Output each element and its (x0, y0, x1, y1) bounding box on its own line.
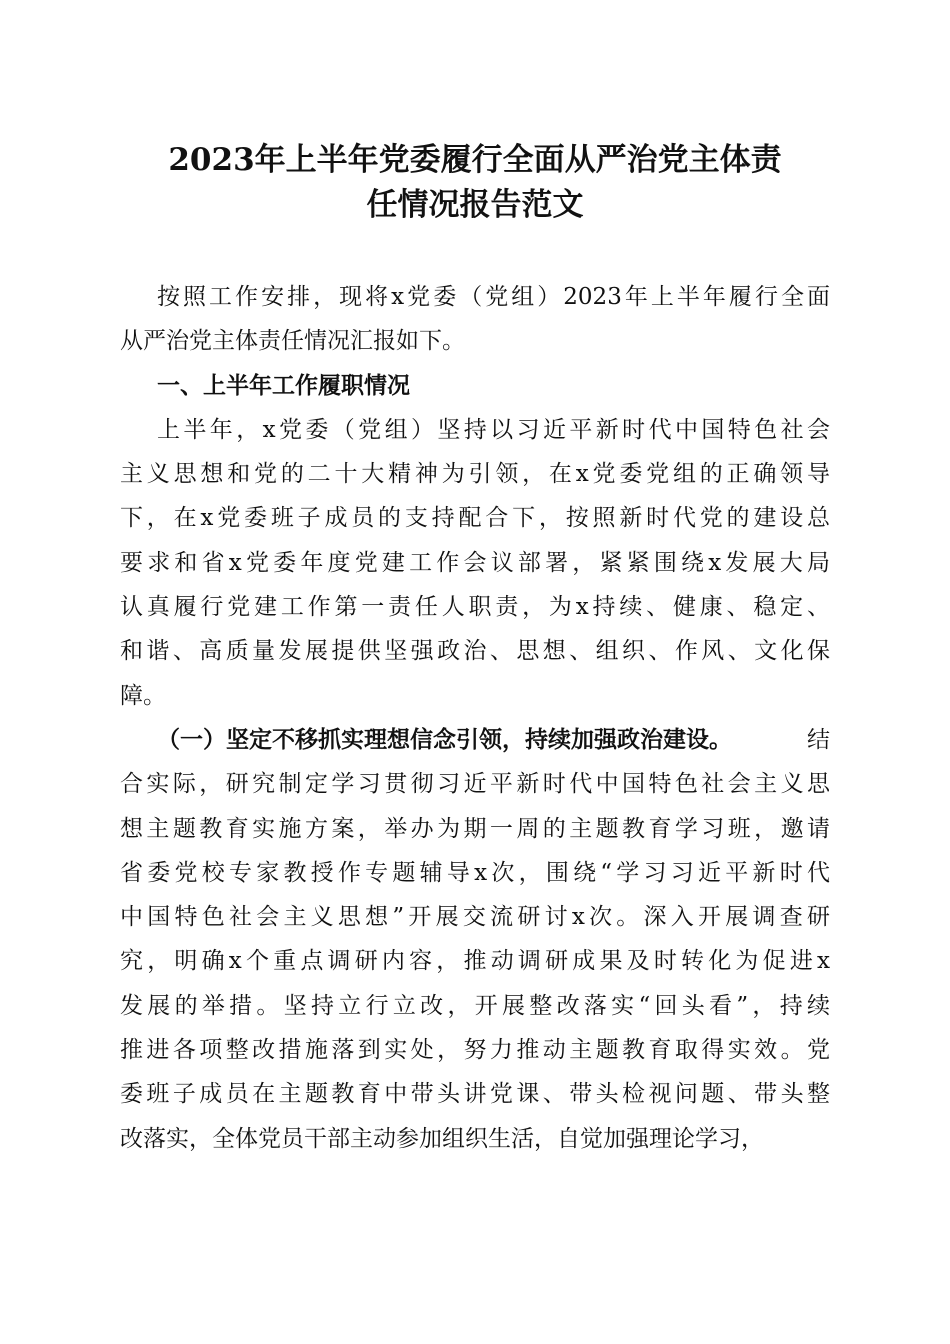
text-line: 从严治党主体责任情况汇报如下。 (120, 328, 465, 355)
title-line: 任情况报告范文 (366, 187, 584, 223)
text-line: 省委党校专家教授作专题辅导x次，围绕“学习习近平新时代 (120, 859, 830, 886)
text-line: 究，明确x个重点调研内容，推动调研成果及时转化为促进x (120, 948, 830, 975)
section-heading (120, 364, 830, 408)
paragraph (120, 718, 830, 1161)
paragraph (120, 408, 830, 718)
text-line: 合实际，研究制定学习贯彻习近平新时代中国特色社会主义思 (120, 771, 830, 798)
paragraph (120, 275, 830, 364)
text-line: 推进各项整改措施落到实处，努力推动主题教育取得实效。党 (120, 1037, 830, 1064)
text-line: 和谐、高质量发展提供坚强政治、思想、组织、作风、文化保 (120, 638, 830, 665)
text-line: 主义思想和党的二十大精神为引领，在x党委党组的正确领导 (120, 461, 830, 488)
subsection-lead: （一）坚定不移抓实理想信念引领，持续加强政治建设。 (157, 725, 732, 753)
text-line: 认真履行党建工作第一责任人职责，为x持续、健康、稳定、 (120, 594, 830, 621)
text-line: 中国特色社会主义思想”开展交流研讨x次。深入开展调查研 (120, 904, 830, 931)
document-body (120, 275, 830, 1161)
text-line: 上半年，x党委（党组）坚持以习近平新时代中国特色社会 (157, 416, 830, 443)
text-line: 一、上半年工作履职情况 (157, 371, 410, 399)
text-line: 下，在x党委班子成员的支持配合下，按照新时代党的建设总 (120, 505, 830, 532)
text-line: 改落实，全体党员干部主动参加组织生活，自觉加强理论学习， (120, 1125, 764, 1152)
text-line: 按照工作安排，现将x党委（党组）2023年上半年履行全面 (157, 284, 830, 310)
document-title (100, 138, 850, 228)
text-run: 结 (807, 726, 830, 753)
text-line: 想主题教育实施方案，举办为期一周的主题教育学习班，邀请 (120, 815, 830, 842)
text-line (120, 718, 830, 762)
text-line: 要求和省x党委年度党建工作会议部署，紧紧围绕x发展大局 (120, 549, 830, 576)
title-line: 2023年上半年党委履行全面从严治党主体责 (168, 142, 782, 178)
text-line: 委班子成员在主题教育中带头讲党课、带头检视问题、带头整 (120, 1081, 830, 1108)
text-line: 发展的举措。坚持立行立改，开展整改落实“回头看”，持续 (120, 992, 830, 1019)
text-line: 障。 (120, 682, 166, 709)
